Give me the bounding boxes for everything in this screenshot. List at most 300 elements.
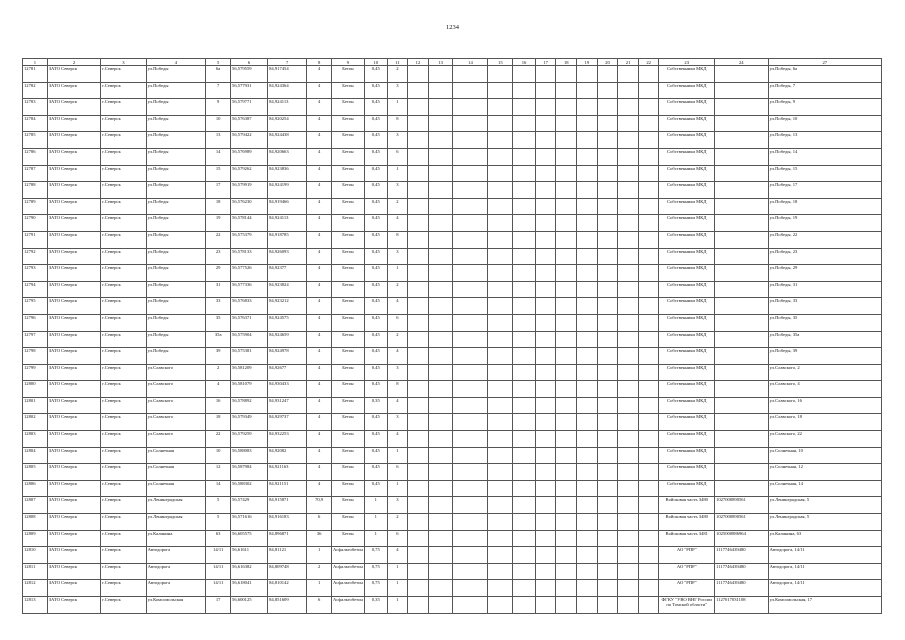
- table-cell: 56,577336: [231, 281, 268, 298]
- table-cell: [488, 580, 513, 597]
- table-cell: ЗАТО Северск: [47, 480, 101, 497]
- table-cell: ЗАТО Северск: [47, 99, 101, 116]
- table-cell: [453, 381, 488, 398]
- table-cell: [597, 281, 618, 298]
- table-cell: ЗАТО Северск: [47, 597, 101, 614]
- table-cell: 4: [307, 331, 332, 348]
- table-cell: [715, 314, 769, 331]
- table-cell: ул.Славского: [146, 381, 206, 398]
- table-cell: Бетон: [331, 530, 364, 547]
- table-cell: 6а: [206, 66, 231, 83]
- table-cell: 36: [307, 530, 332, 547]
- table-row: [23, 580, 882, 597]
- table-cell: [453, 348, 488, 365]
- table-cell: [618, 464, 639, 481]
- table-cell: [577, 231, 598, 248]
- table-cell: [715, 298, 769, 315]
- table-cell: 56,575379: [231, 231, 268, 248]
- table-cell: [638, 447, 659, 464]
- table-cell: 4: [307, 66, 332, 83]
- table-cell: ул.Славского: [146, 364, 206, 381]
- table-cell: 0,45: [364, 314, 387, 331]
- table-cell: 84,926093: [268, 248, 307, 265]
- table-cell: ул.Славского: [146, 414, 206, 431]
- table-cell: ЗАТО Северск: [47, 348, 101, 365]
- table-cell: 84,918785: [268, 231, 307, 248]
- table-cell: [453, 431, 488, 448]
- table-cell: 0,45: [364, 132, 387, 149]
- table-cell: 12811: [23, 563, 48, 580]
- table-cell: ФГКУ "УВО ВНГ России по Томской области": [659, 597, 715, 614]
- table-cell: [513, 298, 536, 315]
- table-cell: [638, 464, 659, 481]
- table-cell: 84,923836: [268, 165, 307, 182]
- table-cell: [638, 314, 659, 331]
- table-cell: [618, 480, 639, 497]
- table-cell: 56,571616: [231, 514, 268, 531]
- table-cell: 4: [307, 397, 332, 414]
- table-cell: 1: [364, 530, 387, 547]
- table-cell: [638, 99, 659, 116]
- table-cell: [535, 447, 556, 464]
- table-cell: Бетон: [331, 281, 364, 298]
- table-cell: 4: [307, 364, 332, 381]
- table-cell: [453, 265, 488, 282]
- table-cell: ул.Победы: [146, 231, 206, 248]
- table-cell: 4: [307, 314, 332, 331]
- table-row: [23, 182, 882, 199]
- table-cell: Собственники МКД: [659, 464, 715, 481]
- table-cell: [428, 165, 453, 182]
- table-cell: 56,578892: [231, 397, 268, 414]
- table-cell: Бетон: [331, 348, 364, 365]
- table-cell: [556, 530, 577, 547]
- table-cell: ул.Комсомольская, 17: [768, 597, 881, 614]
- table-cell: [535, 265, 556, 282]
- table-cell: ул.Славского, 16: [768, 397, 881, 414]
- table-cell: [556, 414, 577, 431]
- table-cell: ЗАТО Северск: [47, 314, 101, 331]
- table-cell: [488, 414, 513, 431]
- table-cell: [535, 231, 556, 248]
- table-cell: Собственники МКД: [659, 480, 715, 497]
- table-cell: ЗАТО Северск: [47, 497, 101, 514]
- table-cell: [597, 298, 618, 315]
- table-row: [23, 381, 882, 398]
- table-cell: [556, 265, 577, 282]
- table-cell: [488, 514, 513, 531]
- table-cell: [513, 198, 536, 215]
- table-cell: Собственники МКД: [659, 381, 715, 398]
- table-cell: [428, 66, 453, 83]
- table-cell: Собственники МКД: [659, 82, 715, 99]
- table-cell: [513, 165, 536, 182]
- table-cell: Собственники МКД: [659, 265, 715, 282]
- table-cell: [488, 298, 513, 315]
- table-cell: [535, 497, 556, 514]
- table-cell: [577, 580, 598, 597]
- table-cell: [488, 381, 513, 398]
- table-cell: 12793: [23, 265, 48, 282]
- table-cell: Собственники МКД: [659, 331, 715, 348]
- table-cell: [618, 447, 639, 464]
- table-cell: [535, 82, 556, 99]
- table-cell: Асфальтобетон: [331, 597, 364, 614]
- table-cell: ЗАТО Северск: [47, 514, 101, 531]
- table-cell: 19: [206, 215, 231, 232]
- table-cell: [488, 248, 513, 265]
- table-cell: Бетон: [331, 66, 364, 83]
- table-cell: ул.Победы: [146, 281, 206, 298]
- table-cell: [556, 132, 577, 149]
- table-cell: [453, 597, 488, 614]
- table-cell: [715, 414, 769, 431]
- table-cell: 1027000890561: [715, 497, 769, 514]
- table-cell: 12791: [23, 231, 48, 248]
- table-cell: [577, 547, 598, 564]
- table-cell: [408, 447, 429, 464]
- table-cell: г.Северск: [101, 414, 146, 431]
- table-cell: 4: [307, 248, 332, 265]
- column-header: 1: [23, 59, 48, 66]
- table-cell: Автодорога, 14/11: [768, 547, 881, 564]
- table-row: [23, 148, 882, 165]
- table-cell: г.Северск: [101, 580, 146, 597]
- table-cell: [453, 182, 488, 199]
- table-row: [23, 530, 882, 547]
- table-row: [23, 231, 882, 248]
- table-cell: ул.Ленинградская, 5: [768, 514, 881, 531]
- table-cell: ул.Победы, 35а: [768, 331, 881, 348]
- table-cell: 23: [206, 248, 231, 265]
- table-cell: [715, 165, 769, 182]
- table-cell: 84,809748: [268, 563, 307, 580]
- table-cell: [453, 82, 488, 99]
- table-cell: [513, 597, 536, 614]
- table-cell: 0,45: [364, 281, 387, 298]
- table-cell: [577, 182, 598, 199]
- table-cell: [408, 314, 429, 331]
- table-cell: 56,581079: [231, 381, 268, 398]
- table-cell: Собственники МКД: [659, 364, 715, 381]
- table-cell: 0,45: [364, 248, 387, 265]
- column-header: 17: [535, 59, 556, 66]
- table-cell: [408, 265, 429, 282]
- table-cell: [408, 298, 429, 315]
- table-cell: [618, 348, 639, 365]
- table-row: [23, 364, 882, 381]
- table-cell: ул.Победы: [146, 314, 206, 331]
- table-cell: 56,576230: [231, 198, 268, 215]
- table-cell: [428, 265, 453, 282]
- table-cell: 4: [307, 82, 332, 99]
- table-cell: ул.Победы: [146, 248, 206, 265]
- table-cell: [513, 331, 536, 348]
- table-cell: [453, 414, 488, 431]
- table-cell: [618, 397, 639, 414]
- table-cell: ул.Победы: [146, 66, 206, 83]
- table-cell: ул.Победы: [146, 331, 206, 348]
- table-cell: [453, 198, 488, 215]
- table-cell: [638, 414, 659, 431]
- table-cell: [488, 281, 513, 298]
- table-cell: 0,75: [364, 580, 387, 597]
- table-cell: [408, 148, 429, 165]
- column-header: 27: [768, 59, 881, 66]
- table-cell: ЗАТО Северск: [47, 165, 101, 182]
- table-cell: ул.Победы, 18: [768, 198, 881, 215]
- table-cell: Собственники МКД: [659, 231, 715, 248]
- table-cell: 0,45: [364, 381, 387, 398]
- table-cell: Собственники МКД: [659, 198, 715, 215]
- table-cell: [513, 99, 536, 116]
- table-cell: [488, 82, 513, 99]
- table-cell: [597, 597, 618, 614]
- table-cell: [428, 198, 453, 215]
- table-cell: Автодорога, 14/11: [768, 563, 881, 580]
- table-cell: 56,57429: [231, 497, 268, 514]
- table-cell: [488, 464, 513, 481]
- table-cell: [577, 348, 598, 365]
- table-cell: [638, 265, 659, 282]
- table-cell: [618, 132, 639, 149]
- table-cell: 56,576371: [231, 314, 268, 331]
- table-cell: 6: [387, 314, 408, 331]
- table-cell: 6: [387, 464, 408, 481]
- table-cell: ул.Победы: [146, 148, 206, 165]
- table-cell: ул.Солнечная, 12: [768, 464, 881, 481]
- table-cell: [535, 480, 556, 497]
- table-cell: г.Северск: [101, 99, 146, 116]
- table-cell: [618, 563, 639, 580]
- table-cell: 1117746439480: [715, 580, 769, 597]
- column-header: 16: [513, 59, 536, 66]
- table-cell: 56,575381: [231, 348, 268, 365]
- table-cell: 84,929737: [268, 414, 307, 431]
- table-cell: 84,924659: [268, 331, 307, 348]
- table-cell: 3: [387, 132, 408, 149]
- table-cell: [715, 331, 769, 348]
- table-cell: 14/11: [206, 563, 231, 580]
- table-cell: [618, 514, 639, 531]
- table-cell: [408, 530, 429, 547]
- table-cell: Собственники МКД: [659, 132, 715, 149]
- table-cell: Бетон: [331, 231, 364, 248]
- table-cell: [556, 314, 577, 331]
- table-cell: [618, 547, 639, 564]
- table-cell: [597, 165, 618, 182]
- table-cell: [428, 580, 453, 597]
- table-cell: 84,924438: [268, 132, 307, 149]
- table-cell: [408, 248, 429, 265]
- table-cell: [638, 514, 659, 531]
- table-cell: ул.Победы: [146, 82, 206, 99]
- table-cell: 12785: [23, 132, 48, 149]
- table-cell: 4: [307, 381, 332, 398]
- table-cell: ул.Победы, 17: [768, 182, 881, 199]
- table-cell: [535, 464, 556, 481]
- table-cell: Бетон: [331, 381, 364, 398]
- table-cell: Бетон: [331, 82, 364, 99]
- table-cell: 56,576833: [231, 298, 268, 315]
- table-cell: 56,587984: [231, 464, 268, 481]
- table-cell: Собственники МКД: [659, 182, 715, 199]
- table-cell: [597, 464, 618, 481]
- table-cell: 1117746439480: [715, 547, 769, 564]
- table-cell: [556, 431, 577, 448]
- table-cell: 12807: [23, 497, 48, 514]
- table-cell: [597, 215, 618, 232]
- table-cell: [597, 381, 618, 398]
- table-cell: г.Северск: [101, 331, 146, 348]
- table-cell: 2: [387, 281, 408, 298]
- table-cell: 63: [206, 530, 231, 547]
- table-cell: [453, 132, 488, 149]
- table-cell: 4: [307, 348, 332, 365]
- table-cell: 0,45: [364, 464, 387, 481]
- table-cell: ул.Победы, 31: [768, 281, 881, 298]
- table-cell: 4: [307, 298, 332, 315]
- table-cell: Собственники МКД: [659, 281, 715, 298]
- table-cell: 12802: [23, 414, 48, 431]
- table-cell: [513, 397, 536, 414]
- table-cell: [408, 348, 429, 365]
- table-cell: [618, 331, 639, 348]
- table-cell: 1: [387, 99, 408, 116]
- table-cell: Собственники МКД: [659, 397, 715, 414]
- table-cell: 33: [206, 298, 231, 315]
- column-header: 21: [618, 59, 639, 66]
- table-cell: 0,45: [364, 480, 387, 497]
- table-cell: 12796: [23, 314, 48, 331]
- table-cell: [428, 447, 453, 464]
- table-cell: ЗАТО Северск: [47, 231, 101, 248]
- table-cell: [638, 547, 659, 564]
- table-row: [23, 464, 882, 481]
- table-cell: Собственники МКД: [659, 165, 715, 182]
- table-cell: г.Северск: [101, 431, 146, 448]
- table-cell: [556, 464, 577, 481]
- table-cell: 31: [206, 281, 231, 298]
- header-row: [23, 59, 882, 66]
- table-cell: [556, 248, 577, 265]
- table-cell: ул.Калинина: [146, 530, 206, 547]
- table-cell: [535, 381, 556, 398]
- table-cell: 1: [387, 447, 408, 464]
- table-cell: 12810: [23, 547, 48, 564]
- table-cell: Бетон: [331, 414, 364, 431]
- table-cell: [453, 331, 488, 348]
- table-cell: г.Северск: [101, 265, 146, 282]
- table-cell: ЗАТО Северск: [47, 331, 101, 348]
- table-cell: [408, 497, 429, 514]
- table-cell: [408, 231, 429, 248]
- table-cell: [488, 331, 513, 348]
- table-cell: [556, 497, 577, 514]
- table-cell: 0,75: [364, 563, 387, 580]
- table-cell: [513, 182, 536, 199]
- table-cell: [577, 364, 598, 381]
- table-cell: г.Северск: [101, 198, 146, 215]
- table-cell: [577, 99, 598, 116]
- table-cell: ЗАТО Северск: [47, 464, 101, 481]
- table-cell: [513, 563, 536, 580]
- table-cell: 2: [387, 331, 408, 348]
- table-cell: ул.Победы, 7: [768, 82, 881, 99]
- table-cell: [535, 298, 556, 315]
- table-cell: [428, 431, 453, 448]
- table-cell: [577, 198, 598, 215]
- table-cell: [513, 514, 536, 531]
- table-cell: [535, 215, 556, 232]
- table-cell: [556, 165, 577, 182]
- column-header: 9: [331, 59, 364, 66]
- table-cell: 0,45: [364, 298, 387, 315]
- table-cell: [577, 132, 598, 149]
- table-cell: [535, 165, 556, 182]
- table-cell: 9: [206, 99, 231, 116]
- table-cell: 12790: [23, 215, 48, 232]
- table-cell: 12803: [23, 431, 48, 448]
- table-cell: [577, 514, 598, 531]
- table-cell: 1: [387, 480, 408, 497]
- table-cell: 22: [206, 431, 231, 448]
- table-cell: [488, 447, 513, 464]
- table-cell: 12813: [23, 597, 48, 614]
- table-cell: [488, 314, 513, 331]
- table-cell: 12806: [23, 480, 48, 497]
- table-cell: [453, 298, 488, 315]
- table-row: [23, 348, 882, 365]
- table-cell: 0,75: [364, 547, 387, 564]
- table-cell: ЗАТО Северск: [47, 115, 101, 132]
- table-cell: 0,45: [364, 364, 387, 381]
- table-cell: [453, 215, 488, 232]
- table-cell: 4: [307, 447, 332, 464]
- table-cell: [535, 182, 556, 199]
- table-cell: [556, 547, 577, 564]
- table-cell: [556, 447, 577, 464]
- table-cell: ул.Победы, 23: [768, 248, 881, 265]
- table-cell: 0,45: [364, 198, 387, 215]
- table-cell: [618, 248, 639, 265]
- table-cell: 84,81121: [268, 547, 307, 564]
- table-cell: АО "РПР": [659, 547, 715, 564]
- table-cell: [715, 480, 769, 497]
- table-cell: Бетон: [331, 331, 364, 348]
- table-cell: Асфальтобетон: [331, 580, 364, 597]
- table-cell: 4: [307, 265, 332, 282]
- table-cell: 1: [364, 497, 387, 514]
- table-cell: [638, 115, 659, 132]
- table-row: [23, 265, 882, 282]
- table-cell: [597, 132, 618, 149]
- table-cell: [513, 547, 536, 564]
- table-cell: 1: [387, 597, 408, 614]
- table-cell: ул.Победы: [146, 298, 206, 315]
- table-cell: [428, 547, 453, 564]
- table-cell: [453, 547, 488, 564]
- table-cell: ул.Победы, 33: [768, 298, 881, 315]
- table-cell: 3: [387, 182, 408, 199]
- table-cell: [513, 497, 536, 514]
- table-cell: г.Северск: [101, 497, 146, 514]
- table-cell: [513, 530, 536, 547]
- table-cell: 18: [206, 414, 231, 431]
- table-cell: 84,916183: [268, 514, 307, 531]
- table-cell: 1: [387, 580, 408, 597]
- table-cell: [535, 364, 556, 381]
